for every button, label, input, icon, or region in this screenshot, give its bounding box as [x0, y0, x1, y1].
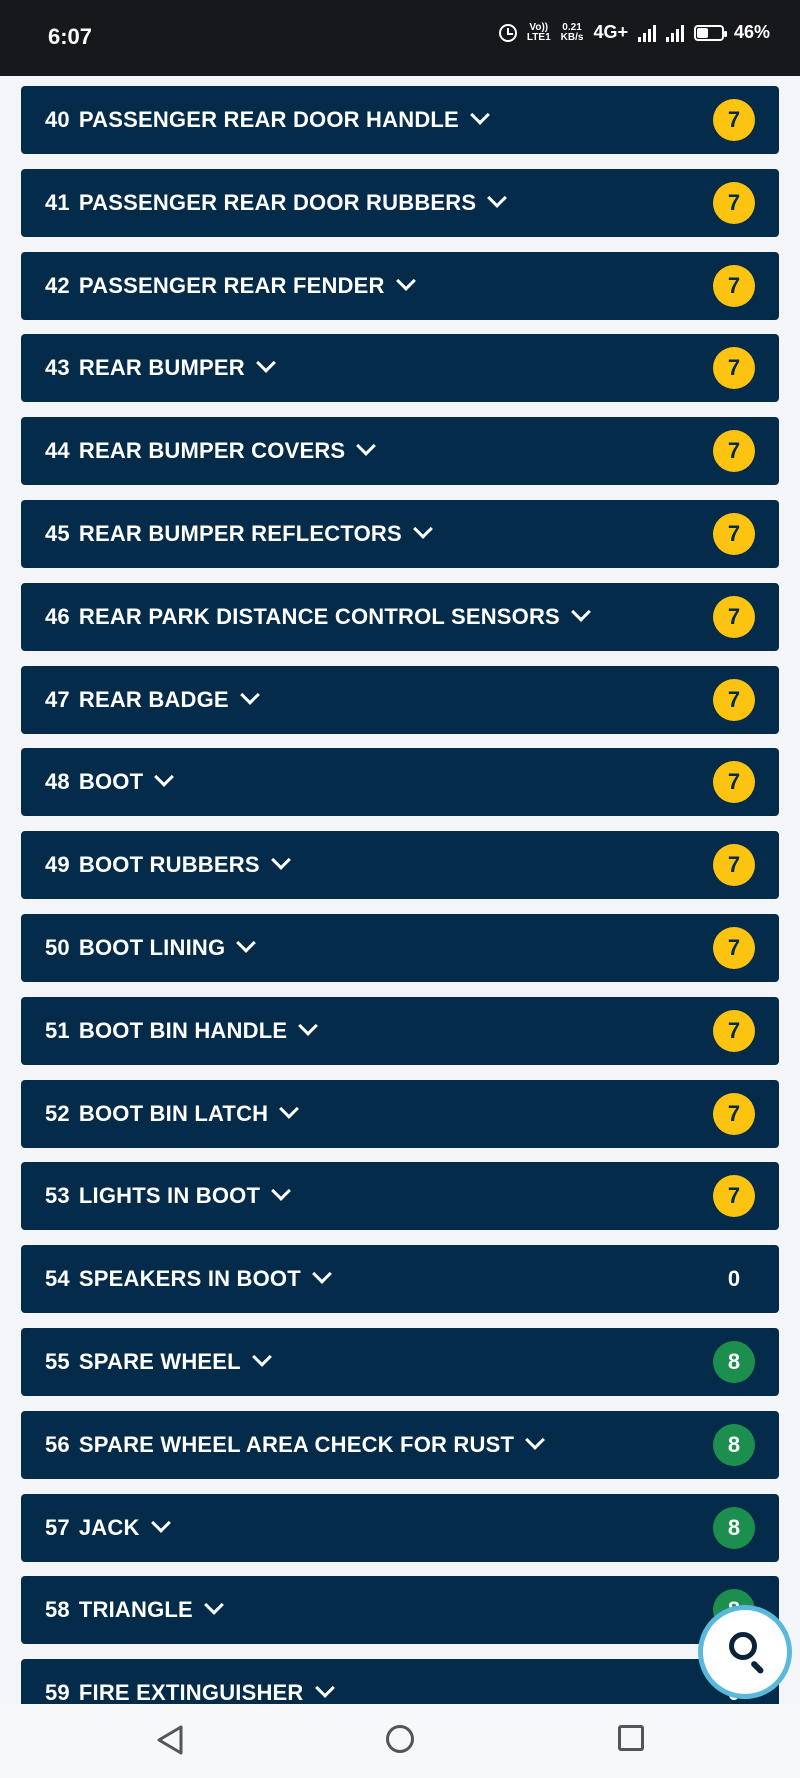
count-badge: 7: [713, 1093, 755, 1135]
row-number: 53: [45, 1183, 70, 1209]
count-badge: 7: [713, 513, 755, 555]
checklist-row-44[interactable]: [21, 417, 779, 485]
row-title: JACK: [78, 1514, 140, 1540]
checklist-row-54[interactable]: [21, 1245, 779, 1313]
row-label: [45, 831, 288, 899]
row-number: 51: [45, 1017, 70, 1043]
chevron-down-icon[interactable]: [312, 1264, 332, 1284]
count-badge: 7: [713, 927, 755, 969]
volte-bottom: LTE1: [526, 31, 551, 43]
checklist-row-47[interactable]: [21, 666, 779, 734]
row-title: PASSENGER REAR DOOR HANDLE: [78, 107, 459, 132]
checklist-row-40[interactable]: [21, 86, 779, 154]
checklist-row-55[interactable]: [21, 1328, 779, 1396]
row-label: [45, 1494, 168, 1562]
count-badge: 7: [713, 679, 755, 721]
count-badge: 7: [713, 182, 755, 224]
chevron-down-icon[interactable]: [470, 105, 490, 125]
chevron-down-icon[interactable]: [279, 1099, 299, 1119]
count-badge: 7: [713, 347, 755, 389]
checklist-row-41[interactable]: [21, 169, 779, 237]
checklist-row-48[interactable]: [21, 748, 779, 816]
row-number: 42: [45, 272, 70, 298]
checklist-row-52[interactable]: [21, 1080, 779, 1148]
search-button[interactable]: [698, 1605, 792, 1699]
row-title: BOOT RUBBERS: [78, 852, 260, 878]
row-label: [45, 997, 315, 1065]
count-badge: 7: [713, 844, 755, 886]
row-label: [45, 748, 171, 816]
row-label: [45, 666, 257, 734]
row-number: 43: [45, 355, 70, 381]
row-label: [45, 1576, 221, 1644]
checklist-row-53[interactable]: [21, 1162, 779, 1230]
checklist-row-49[interactable]: [21, 831, 779, 899]
row-title: REAR PARK DISTANCE CONTROL SENSORS: [78, 603, 560, 629]
navigation-bar: [0, 1704, 800, 1778]
chevron-down-icon[interactable]: [413, 519, 433, 539]
checklist-row-50[interactable]: [21, 914, 779, 982]
count-badge: 7: [713, 1175, 755, 1217]
row-label: [45, 500, 430, 568]
checklist-row-56[interactable]: [21, 1411, 779, 1479]
row-number: 57: [45, 1514, 70, 1540]
checklist-row-58[interactable]: [21, 1576, 779, 1644]
checklist-row-42[interactable]: [21, 252, 779, 320]
chevron-down-icon[interactable]: [571, 602, 591, 622]
signal-icon-2: [666, 24, 684, 42]
row-title: LIGHTS IN BOOT: [78, 1183, 261, 1209]
chevron-down-icon[interactable]: [154, 767, 174, 787]
chevron-down-icon[interactable]: [252, 1347, 272, 1367]
row-title: REAR BADGE: [78, 686, 229, 712]
status-time: 6:07: [48, 24, 93, 49]
row-label: [45, 1080, 296, 1148]
row-number: 59: [45, 1680, 70, 1704]
count-badge: 8: [713, 1507, 755, 1549]
status-icons: [499, 22, 770, 43]
chevron-down-icon[interactable]: [525, 1430, 545, 1450]
home-circle-icon[interactable]: [386, 1725, 414, 1753]
chevron-down-icon[interactable]: [271, 850, 291, 870]
row-number: 48: [45, 769, 70, 795]
checklist-row-57[interactable]: [21, 1494, 779, 1562]
checklist-row-43[interactable]: [21, 334, 779, 402]
row-label: [45, 1162, 288, 1230]
volte-indicator: [527, 23, 551, 43]
row-label: [45, 334, 273, 402]
row-number: 58: [45, 1597, 70, 1623]
chevron-down-icon[interactable]: [240, 685, 260, 705]
network-speed: [561, 23, 584, 43]
row-number: 52: [45, 1100, 70, 1126]
row-number: 47: [45, 686, 70, 712]
row-label: [45, 914, 253, 982]
row-title: REAR BUMPER COVERS: [78, 438, 346, 464]
row-number: 54: [45, 1266, 70, 1292]
count-badge: 7: [713, 761, 755, 803]
back-triangle-icon[interactable]: [155, 1724, 185, 1756]
signal-icon-1: [638, 24, 656, 42]
row-title: BOOT LINING: [78, 935, 226, 960]
row-title: SPARE WHEEL: [78, 1349, 241, 1374]
row-title: PASSENGER REAR DOOR RUBBERS: [78, 189, 477, 215]
alarm-icon: [499, 24, 517, 42]
battery-icon: [694, 25, 724, 41]
row-title: SPEAKERS IN BOOT: [78, 1266, 301, 1292]
volte-top: Vo)): [529, 21, 549, 33]
row-title: TRIANGLE: [78, 1597, 193, 1623]
row-title: REAR BUMPER: [78, 355, 245, 381]
row-number: 45: [45, 521, 70, 546]
count-badge: 7: [713, 430, 755, 472]
row-label: [45, 583, 588, 651]
checklist-row-46[interactable]: [21, 583, 779, 651]
chevron-down-icon[interactable]: [204, 1595, 224, 1615]
row-title: FIRE EXTINGUISHER: [78, 1680, 304, 1704]
row-label: [45, 1245, 329, 1313]
row-title: PASSENGER REAR FENDER: [78, 272, 385, 298]
chevron-down-icon[interactable]: [236, 933, 256, 953]
status-bar: [0, 0, 800, 76]
speed-unit: KB/s: [560, 31, 584, 43]
count-badge: 8: [713, 1424, 755, 1466]
checklist-row-51[interactable]: [21, 997, 779, 1065]
chevron-down-icon[interactable]: [396, 271, 416, 291]
row-label: [45, 252, 413, 320]
battery-level: [697, 28, 708, 38]
row-number: 56: [45, 1431, 70, 1457]
count-badge: 0: [727, 1266, 741, 1292]
chevron-down-icon[interactable]: [487, 188, 507, 208]
row-number: 50: [45, 935, 70, 960]
chevron-down-icon[interactable]: [151, 1513, 171, 1533]
speed-value: 0.21: [562, 21, 582, 33]
checklist-row-45[interactable]: [21, 500, 779, 568]
network-type: 4G+: [593, 22, 628, 42]
row-number: 55: [45, 1349, 70, 1374]
chevron-down-icon[interactable]: [356, 436, 376, 456]
row-number: 46: [45, 603, 70, 629]
recents-square-icon[interactable]: [618, 1725, 644, 1751]
row-label: [45, 1411, 542, 1479]
row-number: 40: [45, 107, 70, 132]
row-label: [45, 169, 504, 237]
row-title: SPARE WHEEL AREA CHECK FOR RUST: [78, 1431, 515, 1457]
row-number: 41: [45, 189, 70, 215]
chevron-down-icon[interactable]: [298, 1016, 318, 1036]
row-label: [45, 417, 373, 485]
count-badge: 7: [713, 1010, 755, 1052]
row-title: REAR BUMPER REFLECTORS: [78, 521, 402, 546]
row-label: [45, 1328, 269, 1396]
row-number: 49: [45, 852, 70, 878]
row-label: [45, 1659, 332, 1704]
row-number: 44: [45, 438, 70, 464]
count-badge: 7: [713, 99, 755, 141]
chevron-down-icon[interactable]: [256, 353, 276, 373]
row-title: BOOT BIN HANDLE: [78, 1017, 288, 1043]
row-title: BOOT BIN LATCH: [78, 1100, 269, 1126]
count-badge: 7: [713, 596, 755, 638]
battery-percent: 46%: [733, 22, 770, 42]
chevron-down-icon[interactable]: [315, 1678, 335, 1698]
count-badge: 7: [713, 265, 755, 307]
row-title: BOOT: [78, 769, 144, 795]
count-badge: 8: [713, 1341, 755, 1383]
checklist: [0, 76, 800, 1704]
chevron-down-icon[interactable]: [271, 1181, 291, 1201]
checklist-row-59[interactable]: [21, 1659, 779, 1704]
row-label: [45, 86, 487, 154]
